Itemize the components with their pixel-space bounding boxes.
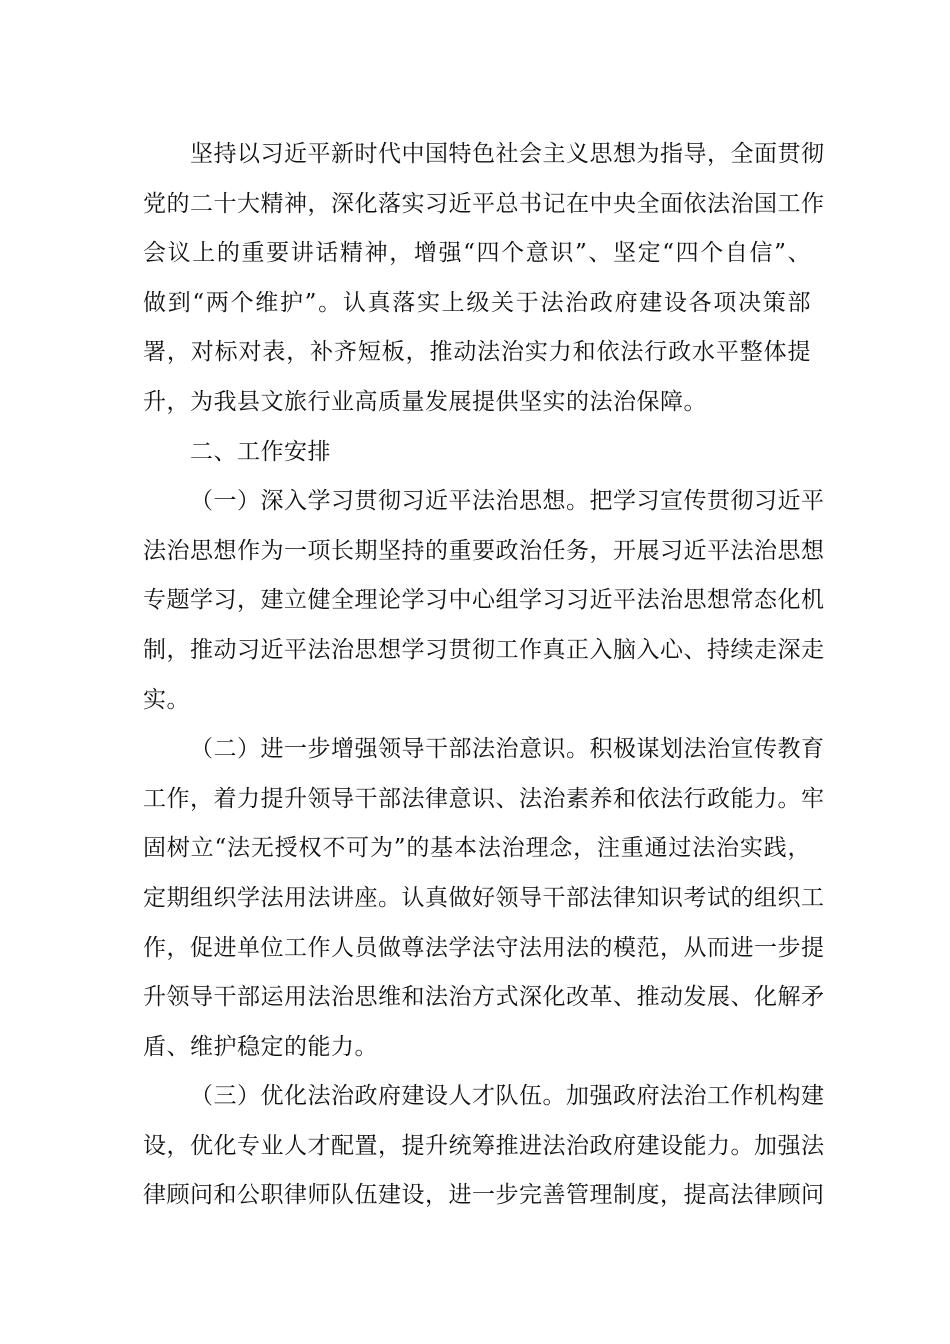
text-line: 升，为我县文旅行业高质量发展提供坚实的法治保障。	[143, 388, 707, 415]
document-body	[143, 130, 825, 1221]
text-line: 固树立“法无授权不可为”的基本法治理念，注重通过法治实践，	[143, 835, 811, 862]
text-line: 作，促进单位工作人员做尊法学法守法用法的模范，从而进一步提	[143, 934, 825, 961]
text-line: 升领导干部运用法治思维和法治方式深化改革、推动发展、化解矛	[143, 984, 825, 1011]
text-line: （一）深入学习贯彻习近平法治思想。把学习宣传贯彻习近平	[190, 488, 825, 515]
text-line: 法治思想作为一项长期坚持的重要政治任务，开展习近平法治思想	[143, 537, 825, 564]
text-line: 定期组织学法用法讲座。认真做好领导干部法律知识考试的组织工	[143, 884, 825, 911]
text-line: 设，优化专业人才配置，提升统筹推进法治政府建设能力。加强法	[143, 1132, 825, 1159]
text-line: 党的二十大精神，深化落实习近平总书记在中央全面依法治国工作	[143, 190, 825, 217]
text-line: （三）优化法治政府建设人才队伍。加强政府法治工作机构建	[190, 1083, 825, 1110]
text-line: 工作，着力提升领导干部法律意识、法治素养和依法行政能力。牢	[143, 785, 825, 812]
text-line: 盾、维护稳定的能力。	[143, 1033, 378, 1060]
text-line: 专题学习，建立健全理论学习中心组学习习近平法治思想常态化机	[143, 587, 825, 614]
text-line: 坚持以习近平新时代中国特色社会主义思想为指导，全面贯彻	[190, 141, 825, 167]
text-line: （二）进一步增强领导干部法治意识。积极谋划法治宣传教育	[190, 736, 825, 763]
text-line: 署，对标对表，补齐短板，推动法治实力和依法行政水平整体提	[143, 339, 811, 366]
text-line: 做到“两个维护”。认真落实上级关于法治政府建设各项决策部	[143, 289, 811, 316]
text-line: 会议上的重要讲话精神，增强“四个意识”、坚定“四个自信”、	[143, 240, 811, 267]
text-line: 律顾问和公职律师队伍建设，进一步完善管理制度，提高法律顾问	[143, 1182, 825, 1209]
text-line: 制，推动习近平法治思想学习贯彻工作真正入脑入心、持续走深走	[143, 636, 825, 663]
section-heading: 二、工作安排	[190, 438, 331, 465]
text-line: 实。	[143, 686, 190, 713]
